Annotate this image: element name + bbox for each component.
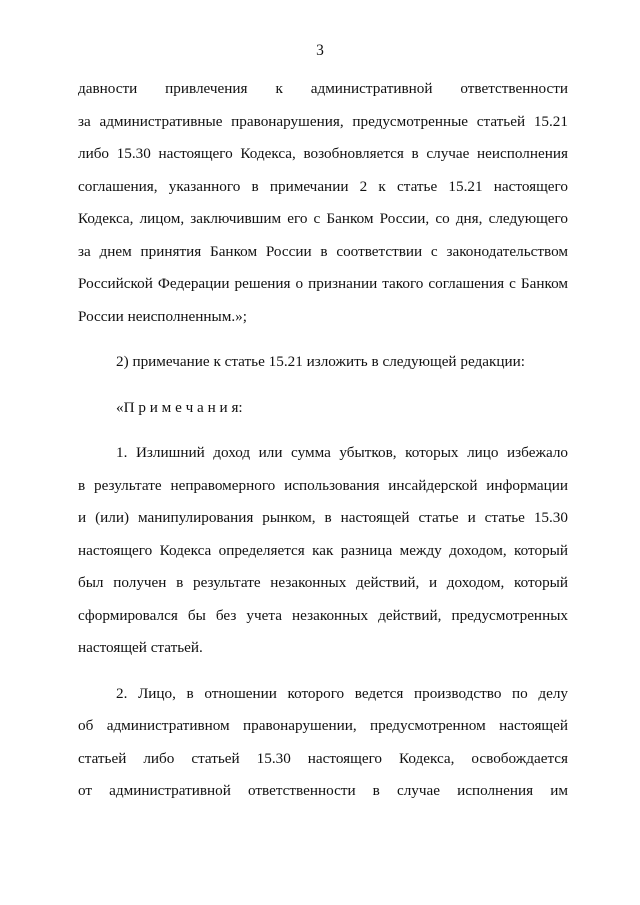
text-line: настоящей статьей. bbox=[78, 639, 203, 656]
text-line: России неисполненным.»; bbox=[78, 307, 247, 325]
text-line: Кодекса, лицом, заключившим его с Банком России, со дня, следующего bbox=[78, 210, 568, 227]
text-line: и (или) манипулирования рынком, в настоящей статье и статье 15.30 bbox=[78, 509, 568, 526]
text-line: 1. Излишний доход или сумма убытков, которых лицо избежало bbox=[116, 444, 568, 461]
paragraph-note-1 bbox=[78, 440, 568, 668]
page-number: 3 bbox=[316, 42, 324, 59]
notes-heading: «П р и м е ч а н и я: bbox=[116, 398, 243, 416]
text-line: статьей либо статьей 15.30 настоящего Кодекса, освобождается bbox=[78, 749, 568, 767]
paragraph-amendment-item-2 bbox=[78, 349, 568, 382]
text-line: 2. Лицо, в отношении которого ведется производство по делу bbox=[116, 684, 568, 702]
text-line: в результате неправомерного использования инсайдерской информации bbox=[78, 476, 568, 494]
text-line: за днем принятия Банком России в соответствии с законодательством bbox=[78, 242, 568, 260]
text-line: либо 15.30 настоящего Кодекса, возобновляется в случае неисполнения bbox=[78, 145, 568, 162]
document-body bbox=[78, 76, 568, 811]
paragraph-note-2 bbox=[78, 681, 568, 811]
text-line: настоящего Кодекса определяется как разница между доходом, который bbox=[78, 541, 568, 559]
text-line: давности привлечения к административной ответственности bbox=[78, 80, 568, 97]
text-line: об административном правонарушении, предусмотренном настоящей bbox=[78, 717, 568, 734]
text-line: Российской Федерации решения о признании такого соглашения с Банком bbox=[78, 275, 568, 292]
text-line: 2) примечание к статье 15.21 изложить в следующей редакции: bbox=[116, 353, 525, 370]
paragraph-notes-heading bbox=[78, 395, 568, 428]
paragraph-limitation-period bbox=[78, 76, 568, 336]
text-line: был получен в результате незаконных действий, и доходом, который bbox=[78, 574, 568, 591]
text-line: сформировался бы без учета незаконных действий, предусмотренных bbox=[78, 606, 568, 624]
text-line: за административные правонарушения, предусмотренные статьей 15.21 bbox=[78, 112, 568, 130]
text-line: от административной ответственности в случае исполнения им bbox=[78, 782, 568, 799]
text-line: соглашения, указанного в примечании 2 к статье 15.21 настоящего bbox=[78, 177, 568, 195]
